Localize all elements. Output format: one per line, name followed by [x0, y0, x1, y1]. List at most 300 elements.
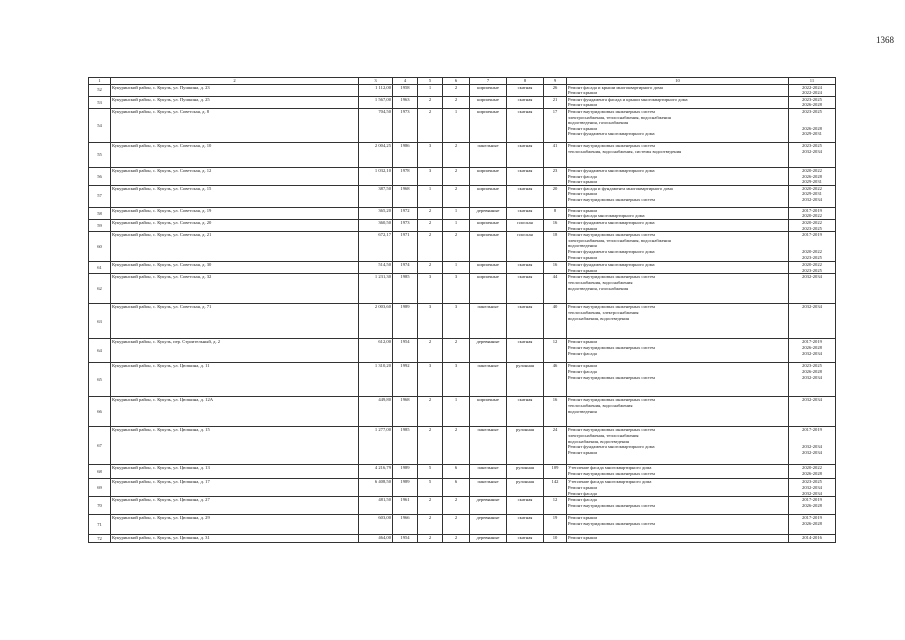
- work-period: 2032-2034: [802, 484, 822, 490]
- roof-type-cell: скатная: [507, 207, 544, 219]
- address-cell: Кукуринский район, с. Кукуль, ул. Советская, д. 20: [111, 219, 359, 231]
- wall-material-cell: деревянные: [470, 207, 507, 219]
- work-item: Ремонт фасада: [568, 497, 597, 503]
- work-item: Ремонт крыши: [568, 267, 597, 273]
- floors-cell: 2: [418, 497, 443, 515]
- work-item: Ремонт внутридомовых инженерных систем: [568, 470, 655, 476]
- work-period: 2026-2028: [802, 502, 822, 508]
- table-row: [89, 479, 836, 497]
- roof-type-cell: скатная: [507, 167, 544, 185]
- address-cell: Кукуринский район, с. Кукуль, ул. Советская, д. 32: [111, 274, 359, 304]
- work-period: 2020-2022: [802, 262, 822, 268]
- works-cell: [567, 535, 789, 543]
- work-period: 2023-2025: [802, 96, 822, 102]
- apartments-cell: 41: [544, 142, 567, 167]
- work-period: 2020-2022: [802, 213, 822, 219]
- period-cell: [789, 167, 836, 185]
- work-item: Ремонт фундамента многоквартирного дома: [568, 262, 655, 268]
- table-row: [89, 304, 836, 339]
- table-row: [89, 465, 836, 479]
- row-number: 61: [89, 262, 111, 274]
- floors-cell: 2: [418, 515, 443, 535]
- work-item: Ремонт внутридомовых инженерных систем: [568, 274, 655, 280]
- year-cell: 1986: [393, 142, 418, 167]
- roof-type-cell: скатная: [507, 304, 544, 339]
- floors-cell: 1: [418, 84, 443, 96]
- work-item: Ремонт внутридомовых инженерных систем: [568, 232, 655, 238]
- address-cell: Кукуринский район, с. Кукуль, ул. Пушкина, д. 25: [111, 96, 359, 108]
- apartments-cell: 142: [544, 479, 567, 497]
- work-period: 2032-2034: [802, 304, 822, 310]
- apartments-cell: 12: [544, 497, 567, 515]
- table-row: [89, 232, 836, 262]
- work-period: 2023-2025: [802, 479, 822, 485]
- year-cell: 1954: [393, 535, 418, 543]
- work-period: 2032-2034: [802, 444, 822, 450]
- work-item: Ремонт внутридомовых инженерных систем: [568, 304, 655, 310]
- period-cell: [789, 142, 836, 167]
- floors-cell: 3: [418, 363, 443, 397]
- wall-material-cell: кирпичные: [470, 84, 507, 96]
- period-cell: [789, 515, 836, 535]
- apartments-cell: 8: [544, 207, 567, 219]
- wall-material-cell: кирпичные: [470, 108, 507, 142]
- address-cell: Кукуринский район, с. Кукуль, пер. Строительный, д. 2: [111, 339, 359, 363]
- address-cell: Кукуринский район, с. Кукуль, ул. Цюпкина, д. 29: [111, 515, 359, 535]
- address-cell: Кукуринский район, с. Кукуль, ул. Цюпкина, д. 13: [111, 465, 359, 479]
- address-cell: Кукуринский район, с. Кукуль, ул. Цюпкина, д. 31: [111, 535, 359, 543]
- work-period: 2026-2028: [802, 173, 822, 179]
- works-cell: [567, 427, 789, 465]
- work-item: Ремонт крыши: [568, 125, 597, 131]
- period-cell: [789, 479, 836, 497]
- row-number: 69: [89, 479, 111, 497]
- work-item: Ремонт крыши: [568, 225, 597, 231]
- work-item: теплоснабжения, водоснабжения, системы водоотведения: [568, 148, 682, 154]
- area-cell: 1 112,00: [359, 84, 393, 96]
- work-period: 2022-2024: [802, 84, 822, 90]
- column-header: 4: [393, 78, 418, 85]
- roof-type-cell: скатная: [507, 185, 544, 207]
- table-row: [89, 167, 836, 185]
- work-period: 2022-2024: [802, 90, 822, 96]
- period-cell: [789, 232, 836, 262]
- address-cell: Кукуринский район, с. Кукуль, ул. Советская, д. 15: [111, 185, 359, 207]
- works-cell: [567, 497, 789, 515]
- area-cell: 1 032,10: [359, 167, 393, 185]
- table-row: [89, 108, 836, 142]
- floors-cell: 5: [418, 465, 443, 479]
- area-cell: 1 310,20: [359, 363, 393, 397]
- area-cell: 6 408,50: [359, 479, 393, 497]
- work-period: 2032-2034: [802, 196, 822, 202]
- entrances-cell: 1: [443, 397, 470, 427]
- wall-material-cell: деревянные: [470, 535, 507, 543]
- work-period: [790, 409, 834, 415]
- work-item: Ремонт внутридомовых инженерных систем: [568, 344, 655, 350]
- period-cell: [789, 185, 836, 207]
- period-cell: [789, 304, 836, 339]
- table-row: [89, 497, 836, 515]
- work-item: электроснабжения, теплоснабжения, водоснабжения: [568, 114, 671, 120]
- work-period: 2023-2025: [802, 108, 822, 114]
- work-item: Ремонт фундамента многоквартирного дома: [568, 167, 655, 173]
- table-row: [89, 207, 836, 219]
- work-item: Ремонт фундамента многоквартирного дома: [568, 444, 655, 450]
- floors-cell: 3: [418, 142, 443, 167]
- roof-type-cell: скатная: [507, 397, 544, 427]
- work-period: 2014-2016: [802, 535, 822, 541]
- entrances-cell: 2: [443, 339, 470, 363]
- work-item: теплоснабжения, водоснабжения: [568, 279, 633, 285]
- work-period: 2020-2022: [802, 167, 822, 173]
- entrances-cell: 1: [443, 219, 470, 231]
- work-item: Утепление фасада многоквартирного дома: [568, 465, 652, 471]
- roof-type-cell: скатная: [507, 142, 544, 167]
- period-cell: [789, 497, 836, 515]
- wall-material-cell: кирпичные: [470, 262, 507, 274]
- works-cell: [567, 363, 789, 397]
- apartments-cell: 16: [544, 262, 567, 274]
- work-period: 2032-2034: [802, 397, 822, 403]
- period-cell: [789, 363, 836, 397]
- row-number: 62: [89, 274, 111, 304]
- table-row: [89, 142, 836, 167]
- wall-material-cell: кирпичные: [470, 219, 507, 231]
- work-item: Ремонт фасада: [568, 490, 597, 496]
- work-period: 2023-2025: [802, 363, 822, 369]
- apartments-cell: 12: [544, 339, 567, 363]
- year-cell: 1978: [393, 167, 418, 185]
- row-number: 59: [89, 219, 111, 231]
- floors-cell: 2: [418, 262, 443, 274]
- column-header: 2: [111, 78, 359, 85]
- period-cell: [789, 535, 836, 543]
- period-cell: [789, 96, 836, 108]
- work-item: Ремонт крыши: [568, 449, 597, 455]
- roof-type-cell: рулонная: [507, 427, 544, 465]
- work-period: 2020-2022: [802, 465, 822, 471]
- work-period: 2026-2028: [802, 344, 822, 350]
- work-item: водоснабжения, водоотведения: [568, 438, 629, 444]
- period-cell: [789, 219, 836, 231]
- period-cell: [789, 427, 836, 465]
- table-body: [89, 78, 836, 543]
- roof-type-cell: скатная: [507, 535, 544, 543]
- year-cell: 1972: [393, 207, 418, 219]
- work-period: 2020-2022: [802, 248, 822, 254]
- row-number: 65: [89, 363, 111, 397]
- period-cell: [789, 262, 836, 274]
- apartments-cell: 21: [544, 96, 567, 108]
- entrances-cell: 2: [443, 535, 470, 543]
- work-period: 2029-2031: [802, 191, 822, 197]
- work-item: водоснабжения, водоотведения: [568, 315, 629, 321]
- work-period: 2017-2019: [802, 515, 822, 521]
- entrances-cell: 2: [443, 185, 470, 207]
- work-period: 2032-2034: [802, 490, 822, 496]
- entrances-cell: 3: [443, 274, 470, 304]
- address-cell: Кукуринский район, с. Кукуль, ул. Советская, д. 19: [111, 207, 359, 219]
- area-cell: 603,00: [359, 515, 393, 535]
- work-period: 2029-2031: [802, 131, 822, 137]
- work-period: 2032-2034: [802, 148, 822, 154]
- wall-material-cell: деревянные: [470, 339, 507, 363]
- wall-material-cell: панельные: [470, 479, 507, 497]
- roof-type-cell: скатная: [507, 515, 544, 535]
- wall-material-cell: панельные: [470, 142, 507, 167]
- work-item: Ремонт крыши: [568, 339, 597, 345]
- wall-material-cell: кирпичные: [470, 397, 507, 427]
- work-item: Ремонт фасада и крыши многоквартирного дома: [568, 84, 663, 90]
- entrances-cell: 2: [443, 167, 470, 185]
- work-period: 2032-2034: [802, 449, 822, 455]
- year-cell: 1992: [393, 363, 418, 397]
- work-item: Ремонт фасада: [568, 350, 597, 356]
- apartments-cell: 26: [544, 84, 567, 96]
- work-item: Ремонт крыши: [568, 179, 597, 185]
- table-row: [89, 219, 836, 231]
- area-cell: 4 216,79: [359, 465, 393, 479]
- work-item: Ремонт внутридомовых инженерных систем: [568, 196, 655, 202]
- wall-material-cell: кирпичные: [470, 96, 507, 108]
- row-number: 66: [89, 397, 111, 427]
- wall-material-cell: кирпичные: [470, 274, 507, 304]
- work-item: электроснабжения, теплоснабжения, водоснабжения: [568, 237, 671, 243]
- column-header: 1: [89, 78, 111, 85]
- period-cell: [789, 465, 836, 479]
- year-cell: 1954: [393, 339, 418, 363]
- works-cell: [567, 96, 789, 108]
- entrances-cell: 6: [443, 479, 470, 497]
- works-cell: [567, 262, 789, 274]
- work-period: 2026-2028: [802, 368, 822, 374]
- area-cell: 2 003,60: [359, 304, 393, 339]
- period-cell: [789, 397, 836, 427]
- works-cell: [567, 142, 789, 167]
- column-header: 9: [544, 78, 567, 85]
- roof-type-cell: скатная: [507, 262, 544, 274]
- address-cell: Кукуринский район, с. Кукуль, ул. Цюпкина, д. 17: [111, 479, 359, 497]
- year-cell: 1958: [393, 84, 418, 96]
- table-row: [89, 397, 836, 427]
- work-item: Ремонт фундамента многоквартирного дома: [568, 131, 655, 137]
- entrances-cell: 1: [443, 262, 470, 274]
- roof-type-cell: скатная: [507, 274, 544, 304]
- work-item: Утепление фасада многоквартирного дома: [568, 479, 652, 485]
- year-cell: 1968: [393, 397, 418, 427]
- wall-material-cell: кирпичные: [470, 185, 507, 207]
- row-number: 64: [89, 339, 111, 363]
- table-row: [89, 262, 836, 274]
- works-cell: [567, 84, 789, 96]
- column-header: 10: [567, 78, 789, 85]
- wall-material-cell: панельные: [470, 304, 507, 339]
- housing-repair-table: [88, 77, 836, 543]
- address-cell: Кукуринский район, с. Кукуль, ул. Советская, д. 10: [111, 142, 359, 167]
- wall-material-cell: панельные: [470, 427, 507, 465]
- area-cell: 464,00: [359, 535, 393, 543]
- column-header: 7: [470, 78, 507, 85]
- work-item: Ремонт крыши: [568, 515, 597, 521]
- work-item: Ремонт крыши: [568, 254, 597, 260]
- work-period: 2017-2019: [802, 427, 822, 433]
- area-cell: 1 567,00: [359, 96, 393, 108]
- period-cell: [789, 108, 836, 142]
- work-period: 2020-2022: [802, 219, 822, 225]
- work-period: 2023-2025: [802, 225, 822, 231]
- address-cell: Кукуринский район, с. Кукуль, ул. Советская, д. 12: [111, 167, 359, 185]
- work-item: Ремонт фасада и фундамента многоквартирного дома: [568, 185, 673, 191]
- works-cell: [567, 515, 789, 535]
- period-cell: [789, 207, 836, 219]
- entrances-cell: 2: [443, 427, 470, 465]
- table-row: [89, 84, 836, 96]
- table-row: [89, 515, 836, 535]
- work-period: 2017-2019: [802, 339, 822, 345]
- roof-type-cell: плоская: [507, 219, 544, 231]
- works-cell: [567, 304, 789, 339]
- year-cell: 1963: [393, 96, 418, 108]
- year-cell: 1968: [393, 185, 418, 207]
- table-row: [89, 185, 836, 207]
- apartments-cell: 23: [544, 167, 567, 185]
- works-cell: [567, 479, 789, 497]
- address-cell: Кукуринский район, с. Кукуль, ул. Цюпкина, д. 15: [111, 427, 359, 465]
- work-item: водоотведения, газоснабжения: [568, 285, 629, 291]
- entrances-cell: 3: [443, 304, 470, 339]
- wall-material-cell: панельные: [470, 363, 507, 397]
- address-cell: Кукуринский район, с. Кукуль, ул. Цюпкина, д. 27: [111, 497, 359, 515]
- year-cell: 1973: [393, 108, 418, 142]
- work-item: Ремонт внутридомовых инженерных систем: [568, 108, 655, 114]
- entrances-cell: 6: [443, 465, 470, 479]
- column-header-row: [89, 78, 836, 85]
- work-item: Ремонт фундамента многоквартирного дома: [568, 248, 655, 254]
- column-header: 6: [443, 78, 470, 85]
- floors-cell: 2: [418, 108, 443, 142]
- apartments-cell: 46: [544, 363, 567, 397]
- wall-material-cell: деревянные: [470, 497, 507, 515]
- roof-type-cell: скатная: [507, 339, 544, 363]
- period-cell: [789, 274, 836, 304]
- apartments-cell: 109: [544, 465, 567, 479]
- floors-cell: 3: [418, 274, 443, 304]
- area-cell: 672,17: [359, 232, 393, 262]
- work-period: 2017-2019: [802, 232, 822, 238]
- table-row: [89, 274, 836, 304]
- works-cell: [567, 219, 789, 231]
- area-cell: 449,80: [359, 397, 393, 427]
- area-cell: 365,20: [359, 207, 393, 219]
- work-period: 2026-2028: [802, 520, 822, 526]
- row-number: 58: [89, 207, 111, 219]
- floors-cell: 5: [418, 479, 443, 497]
- works-cell: [567, 274, 789, 304]
- entrances-cell: 2: [443, 497, 470, 515]
- period-cell: [789, 339, 836, 363]
- floors-cell: 2: [418, 397, 443, 427]
- floors-cell: 2: [418, 535, 443, 543]
- table-row: [89, 339, 836, 363]
- works-cell: [567, 397, 789, 427]
- roof-type-cell: рулонная: [507, 465, 544, 479]
- address-cell: Кукуринский район, с. Кукуль, ул. Цюпкина, д. 11: [111, 363, 359, 397]
- row-number: 70: [89, 497, 111, 515]
- work-item: Ремонт внутридомовых инженерных систем: [568, 520, 655, 526]
- roof-type-cell: рулонная: [507, 363, 544, 397]
- roof-type-cell: плоская: [507, 232, 544, 262]
- floors-cell: 3: [418, 167, 443, 185]
- works-cell: [567, 108, 789, 142]
- area-cell: 1 277,00: [359, 427, 393, 465]
- apartments-cell: 40: [544, 304, 567, 339]
- year-cell: 1989: [393, 479, 418, 497]
- column-header: 11: [789, 78, 836, 85]
- work-item: Ремонт внутридомовых инженерных систем: [568, 427, 655, 433]
- row-number: 52: [89, 84, 111, 96]
- entrances-cell: 2: [443, 84, 470, 96]
- year-cell: 1971: [393, 232, 418, 262]
- row-number: 71: [89, 515, 111, 535]
- column-header: 8: [507, 78, 544, 85]
- area-cell: 2 004,25: [359, 142, 393, 167]
- works-cell: [567, 465, 789, 479]
- work-item: теплоснабжения, электроснабжения: [568, 309, 639, 315]
- table-row: [89, 427, 836, 465]
- floors-cell: 1: [418, 185, 443, 207]
- entrances-cell: 2: [443, 96, 470, 108]
- row-number: 68: [89, 465, 111, 479]
- work-period: [790, 316, 834, 322]
- address-cell: Кукуринский район, с. Кукуль, ул. Советская, д. 21: [111, 232, 359, 262]
- table-row: [89, 363, 836, 397]
- page-number: 1368: [876, 35, 894, 45]
- roof-type-cell: скатная: [507, 108, 544, 142]
- roof-type-cell: скатная: [507, 96, 544, 108]
- work-item: водоотведения, газоснабжения: [568, 120, 629, 126]
- column-header: 5: [418, 78, 443, 85]
- year-cell: 1966: [393, 515, 418, 535]
- wall-material-cell: кирпичные: [470, 232, 507, 262]
- work-period: [790, 286, 834, 292]
- row-number: 57: [89, 185, 111, 207]
- works-cell: [567, 207, 789, 219]
- column-header: 3: [359, 78, 393, 85]
- work-item: Ремонт внутридомовых инженерных систем: [568, 374, 655, 380]
- entrances-cell: 1: [443, 108, 470, 142]
- work-item: Ремонт фундамента фасада и крыши многоквартирного дома: [568, 96, 688, 102]
- floors-cell: 2: [418, 219, 443, 231]
- area-cell: 612,00: [359, 339, 393, 363]
- work-period: 2029-2031: [802, 179, 822, 185]
- entrances-cell: 2: [443, 232, 470, 262]
- works-cell: [567, 185, 789, 207]
- year-cell: 1973: [393, 219, 418, 231]
- work-item: электроснабжения, теплоснабжения: [568, 432, 639, 438]
- row-number: 63: [89, 304, 111, 339]
- apartments-cell: 19: [544, 515, 567, 535]
- address-cell: Кукуринский район, с. Кукуль, ул. Советская, д. 30: [111, 262, 359, 274]
- works-cell: [567, 167, 789, 185]
- year-cell: 1989: [393, 304, 418, 339]
- floors-cell: 2: [418, 232, 443, 262]
- work-item: Ремонт внутридомовых инженерных систем: [568, 142, 655, 148]
- row-number: 55: [89, 142, 111, 167]
- address-cell: Кукуринский район, с. Кукуль, ул. Пушкина, д. 23: [111, 84, 359, 96]
- work-period: 2032-2034: [802, 274, 822, 280]
- work-item: Ремонт фасада многоквартирного дома: [568, 213, 645, 219]
